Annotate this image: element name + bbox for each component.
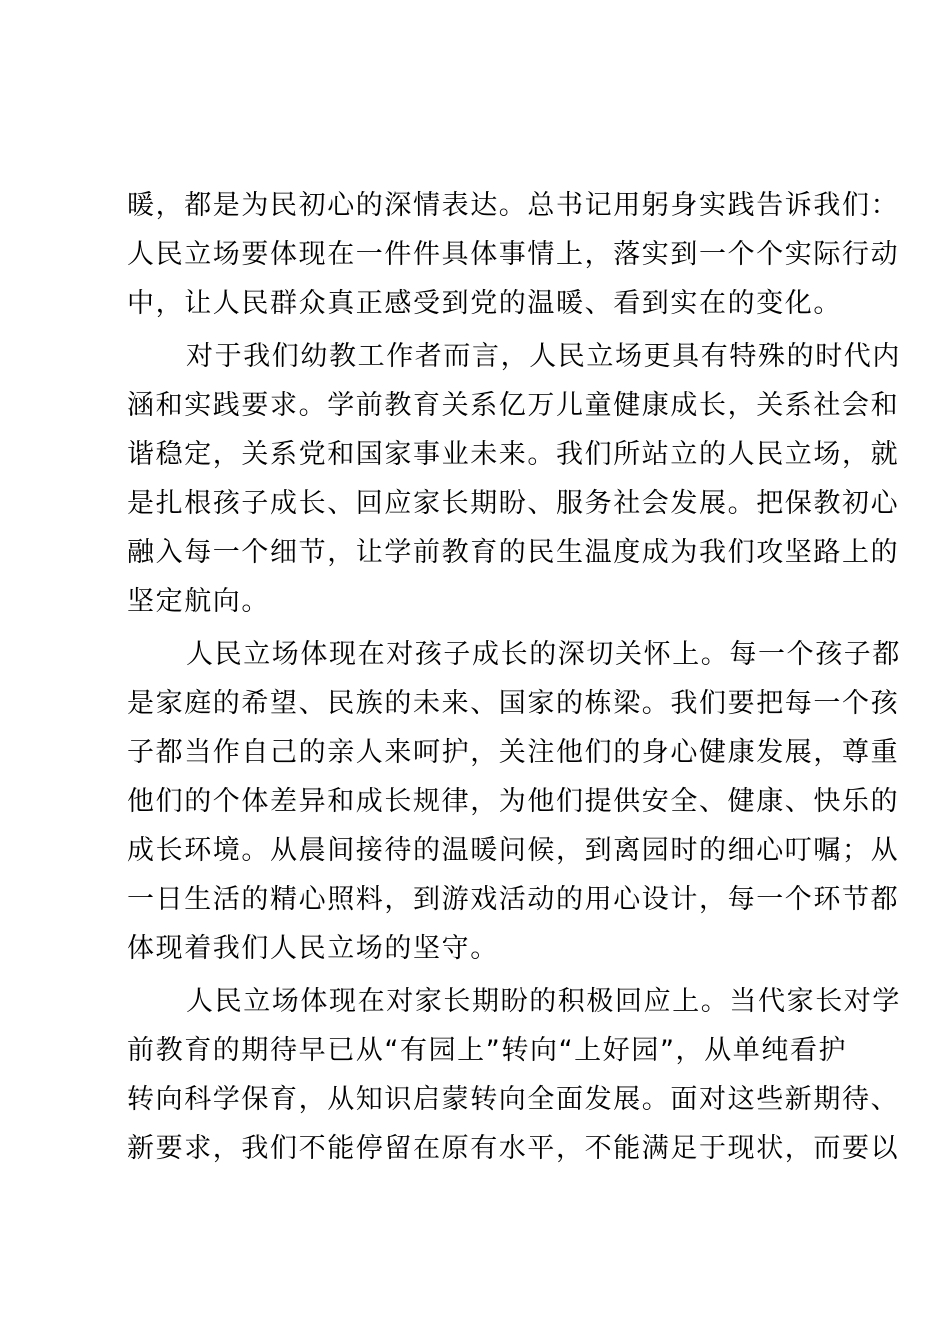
text-line: 人民立场要体现在一件件具体事情上，落实到一个个实际行动	[127, 239, 900, 270]
paragraph-first-line: 对于我们幼教工作者而言，人民立场更具有特殊的时代内	[186, 341, 901, 372]
text-line: 是家庭的希望、民族的未来、国家的栋梁。我们要把每一个孩	[127, 688, 900, 719]
text-line: 成长环境。从晨间接待的温暖问候，到离园时的细心叮嘱；从	[127, 835, 900, 866]
text-line: 暖，都是为民初心的深情表达。总书记用躬身实践告诉我们：	[127, 190, 900, 221]
text-line: 体现着我们人民立场的坚守。	[127, 933, 499, 964]
text-line: 他们的个体差异和成长规律，为他们提供安全、健康、快乐的	[127, 786, 900, 817]
text-line: 新要求，我们不能停留在原有水平，不能满足于现状，而要以	[127, 1133, 900, 1164]
text-line: 一日生活的精心照料，到游戏活动的用心设计，每一个环节都	[127, 884, 900, 915]
text-line: 中，让人民群众真正感受到党的温暖、看到实在的变化。	[127, 288, 842, 319]
text-line: 坚定航向。	[127, 586, 270, 617]
text-line: 谐稳定，关系党和国家事业未来。我们所站立的人民立场，就	[127, 439, 900, 470]
text-line: 转向科学保育，从知识启蒙转向全面发展。面对这些新期待、	[127, 1084, 900, 1115]
paragraph-first-line: 人民立场体现在对孩子成长的深切关怀上。每一个孩子都	[186, 639, 901, 670]
text-line: 融入每一个细节，让学前教育的民生温度成为我们攻坚路上的	[127, 537, 900, 568]
text-line: 子都当作自己的亲人来呵护，关注他们的身心健康发展，尊重	[127, 737, 900, 768]
text-line: 是扎根孩子成长、回应家长期盼、服务社会发展。把保教初心	[127, 488, 900, 519]
paragraph-first-line: 人民立场体现在对家长期盼的积极回应上。当代家长对学	[186, 986, 901, 1017]
text-line: 涵和实践要求。学前教育关系亿万儿童健康成长，关系社会和	[127, 390, 900, 421]
text-line: 前教育的期待早已从“有园上”转向“上好园”，从单纯看护	[127, 1035, 848, 1066]
